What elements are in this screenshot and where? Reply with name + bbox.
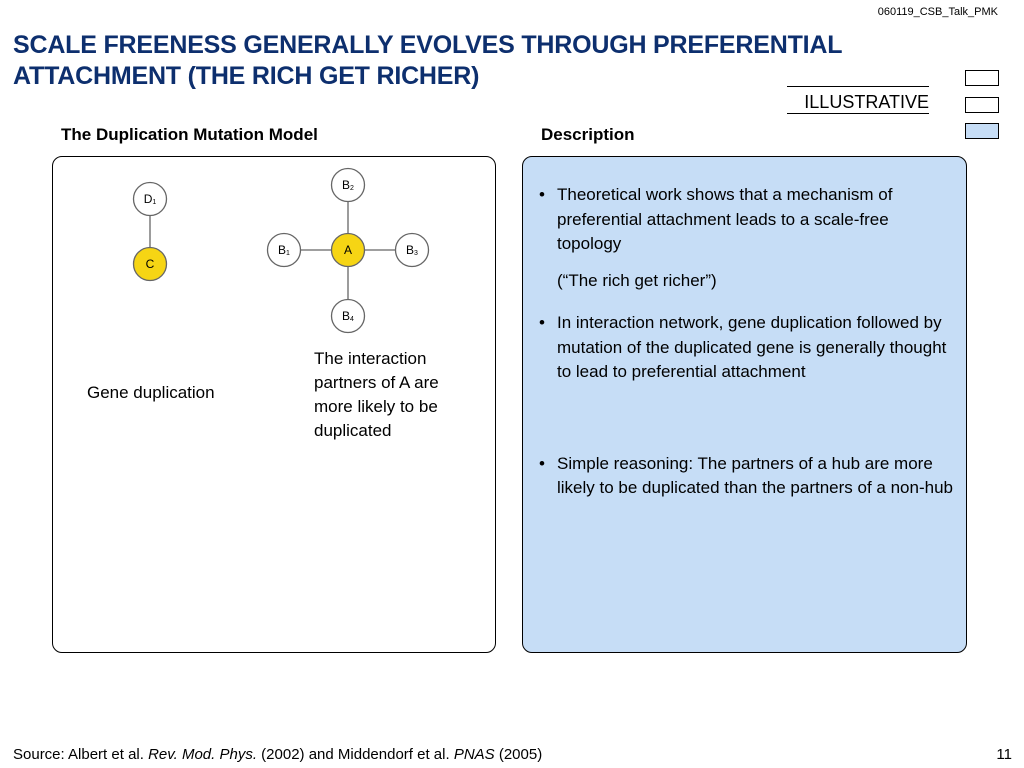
node-c (134, 248, 167, 281)
svg-text:C: C (145, 257, 155, 271)
left-section-heading: The Duplication Mutation Model (61, 125, 318, 144)
description-list (537, 183, 957, 501)
description-panel (522, 156, 967, 653)
journal-pnas: PNAS (453, 746, 495, 763)
slide-title: SCALE FREENESS GENERALLY EVOLVES THROUGH PREFERENTIAL ATTACHMENT (THE RICH GET RICHER) (13, 31, 842, 90)
bullet-gene-duplication (537, 311, 957, 385)
source-prefix: Source: Albert et al. (13, 746, 149, 763)
node-d1 (134, 183, 167, 216)
document-id: 060119_CSB_Talk_PMK (877, 6, 998, 18)
node-b2 (332, 169, 365, 202)
source-suffix: (2005) (494, 746, 543, 763)
partners-caption-line: partners of A are (314, 373, 439, 392)
bullet-text: Theoretical work shows that a mechanism of preferential attachment leads to a scale-free topology (557, 185, 893, 253)
right-section-heading: Description (541, 125, 635, 144)
svg-text:A: A (343, 243, 353, 257)
svg-text:B4: B4 (342, 309, 354, 323)
bullet-dot: • (539, 313, 545, 332)
svg-text:B2: B2 (342, 178, 354, 192)
source-citation (13, 746, 542, 763)
node-b3 (396, 234, 429, 267)
bullet-text: Simple reasoning: The partners of a hub are more likely to be duplicated than the partners of a non-hub (557, 453, 953, 497)
page-number: 11 (996, 746, 1012, 763)
svg-text:D1: D1 (143, 192, 157, 206)
bullet-dot: • (539, 185, 545, 204)
node-b1 (268, 234, 301, 267)
bullet-preferential-attachment (537, 183, 957, 257)
partners-caption-line: more likely to be (314, 397, 438, 416)
gene-duplication-caption: Gene duplication (87, 383, 215, 402)
node-b4 (332, 300, 365, 333)
illustrative-tag: ILLUSTRATIVE (787, 86, 929, 114)
bullet-text: In interaction network, gene duplication followed by mutation of the duplicated gene is generally thought to lead to preferential attachment (557, 313, 947, 381)
marker-box-1 (965, 70, 999, 86)
model-panel (52, 156, 496, 653)
bullet-simple-reasoning (537, 452, 957, 501)
svg-text:B1: B1 (278, 243, 290, 257)
rich-get-richer-note: (“The rich get richer”) (557, 270, 717, 290)
node-a (332, 234, 365, 267)
source-mid: (2002) and Middendorf et al. (257, 746, 454, 763)
partners-caption-line: duplicated (314, 421, 392, 440)
partners-caption-line: The interaction (314, 349, 427, 368)
svg-text:B3: B3 (406, 243, 418, 257)
journal-rmp: Rev. Mod. Phys. (148, 746, 258, 763)
marker-box-3 (965, 123, 999, 139)
partners-caption (314, 347, 489, 443)
duplication-diagram (53, 157, 495, 357)
bullet-dot: • (539, 453, 545, 473)
marker-box-2 (965, 97, 999, 113)
